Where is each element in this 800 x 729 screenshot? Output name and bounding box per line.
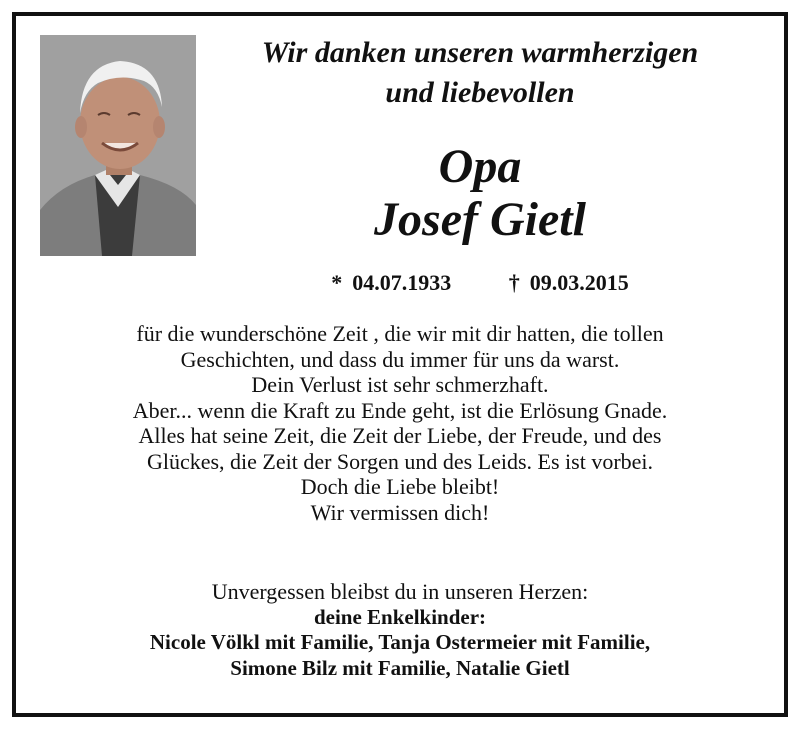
thanks-line-1: Wir danken unseren warmherzigen bbox=[261, 36, 699, 69]
thanks-line-2: und liebevollen bbox=[385, 76, 575, 109]
birth-star-icon: * bbox=[331, 270, 343, 295]
life-dates bbox=[200, 268, 760, 298]
birth-date-group bbox=[331, 268, 451, 298]
body-line: Glückes, die Zeit der Sorgen und des Leids. Es ist vorbei. bbox=[146, 448, 654, 474]
deceased-name bbox=[200, 140, 760, 246]
body-line: Geschichten, und dass du immer für uns da warst. bbox=[180, 346, 620, 372]
body-line: Alles hat seine Zeit, die Zeit der Liebe, der Freude, und des bbox=[138, 423, 662, 448]
title-line-2: Josef Gietl bbox=[374, 193, 586, 246]
mourners-names-line-1: Nicole Völkl mit Familie, Tanja Ostermeier mit Familie, bbox=[149, 630, 651, 654]
body-line: für die wunderschöne Zeit , die wir mit dir hatten, die tollen bbox=[136, 321, 664, 346]
memorial-text bbox=[20, 321, 780, 525]
death-date: 09.03.2015 bbox=[529, 270, 629, 295]
thanks-heading bbox=[200, 33, 760, 113]
portrait-image bbox=[40, 35, 196, 256]
title-line-1: Opa bbox=[438, 140, 522, 193]
body-line: Wir vermissen dich! bbox=[310, 499, 490, 525]
portrait-photo bbox=[40, 35, 196, 256]
birth-date: 04.07.1933 bbox=[352, 270, 452, 295]
body-line: Aber... wenn die Kraft zu Ende geht, ist die Erlösung Gnade. bbox=[132, 397, 668, 423]
body-line: Dein Verlust ist sehr schmerzhaft. bbox=[251, 372, 549, 397]
closing-intro: Unvergessen bleibst du in unseren Herzen: bbox=[211, 579, 589, 604]
death-date-group bbox=[509, 268, 629, 298]
mourners-group-label: deine Enkelkinder: bbox=[313, 604, 487, 629]
death-cross-icon: † bbox=[508, 270, 520, 295]
mourners-names-line-2: Simone Bilz mit Familie, Natalie Gietl bbox=[230, 655, 570, 680]
body-line: Doch die Liebe bleibt! bbox=[300, 474, 500, 499]
mourners-section bbox=[20, 579, 780, 681]
